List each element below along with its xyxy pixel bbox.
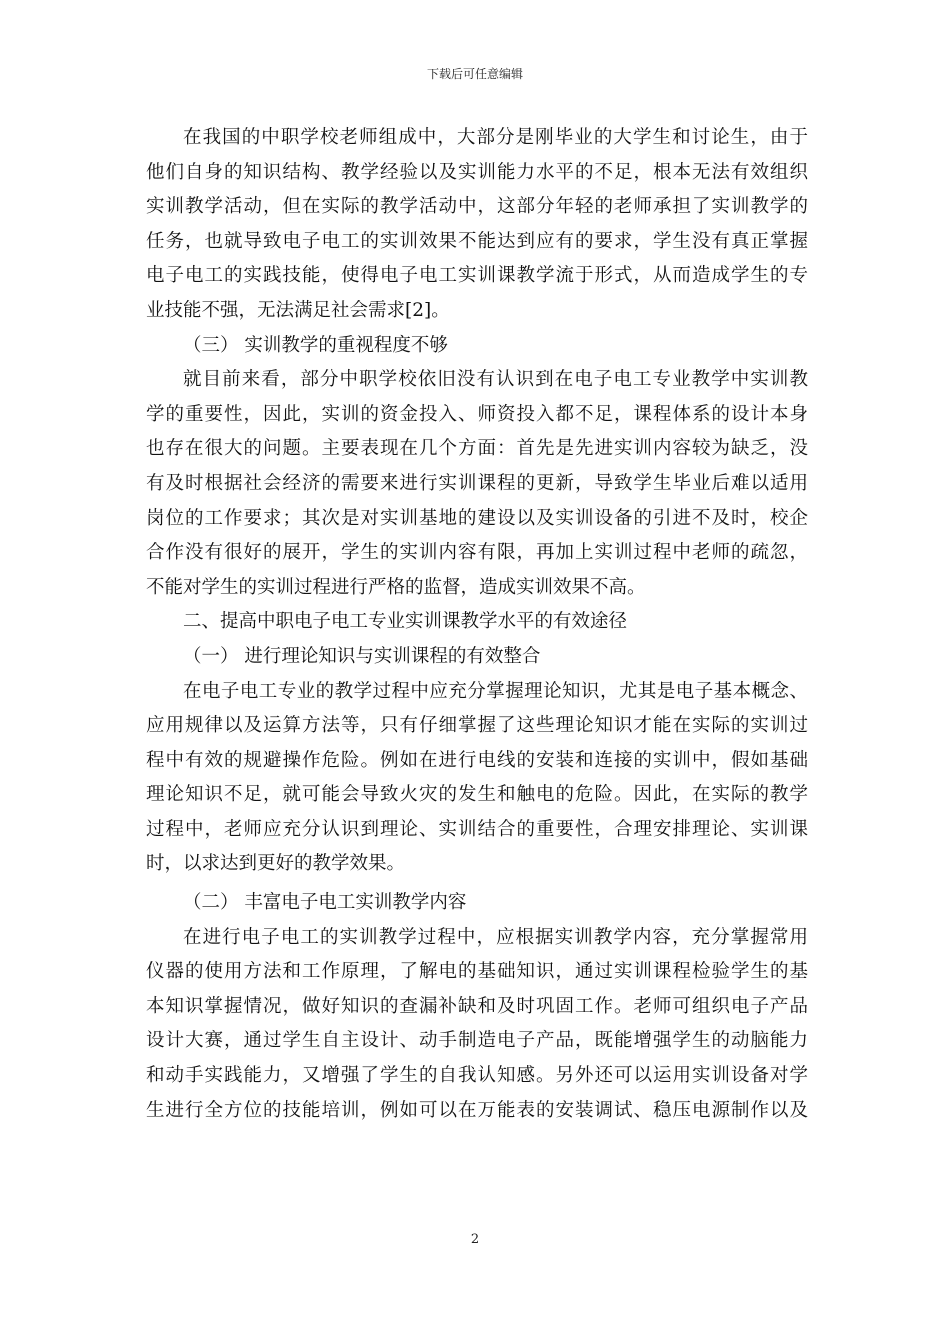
text-line: 有及时根据社会经济的需要来进行实训课程的更新，导致学生毕业后难以适用 — [146, 472, 808, 494]
text-line: 业技能不强，无法满足社会需求[2]。 — [146, 299, 450, 321]
text-line: 在进行电子电工的实训教学过程中，应根据实训教学内容，充分掌握常用 — [183, 926, 808, 948]
text-line: 和动手实践能力，又增强了学生的自我认知感。另外还可以运用实训设备对学 — [146, 1065, 808, 1087]
subheading-san: （三） 实训教学的重视程度不够 — [183, 334, 448, 356]
text-line: 不能对学生的实训过程进行严格的监督，造成实训效果不高。 — [146, 576, 646, 598]
paragraph-theory-integration — [146, 675, 808, 883]
text-line: 仪器的使用方法和工作原理，了解电的基础知识，通过实训课程检验学生的基 — [146, 961, 808, 983]
page-header: 下载后可任意编辑 — [426, 67, 523, 81]
document-body — [146, 121, 808, 1128]
section-heading-two: 二、提高中职电子电工专业实训课教学水平的有效途径 — [183, 611, 628, 633]
text-line: 时，以求达到更好的教学效果。 — [146, 853, 406, 875]
page-number: 2 — [470, 1232, 480, 1247]
paragraph-teacher-composition — [146, 121, 808, 329]
text-line: 在电子电工专业的教学过程中应充分掌握理论知识，尤其是电子基本概念、 — [183, 680, 808, 702]
subheading-er: （二） 丰富电子电工实训教学内容 — [183, 892, 467, 914]
text-line: 电子电工的实践技能，使得电子电工实训课教学流于形式，从而造成学生的专 — [146, 265, 808, 287]
text-line: 实训教学活动，但在实际的教学活动中，这部分年轻的老师承担了实训教学的 — [146, 196, 808, 218]
text-line: 程中有效的规避操作危险。例如在进行电线的安装和连接的实训中，假如基础 — [146, 749, 808, 771]
text-line: 生进行全方位的技能培训，例如可以在万能表的安装调试、稳压电源制作以及 — [146, 1099, 808, 1121]
text-line: 岗位的工作要求；其次是对实训基地的建设以及实训设备的引进不及时，校企 — [146, 507, 808, 529]
text-line: 应用规律以及运算方法等，只有仔细掌握了这些理论知识才能在实际的实训过 — [146, 715, 808, 737]
text-line: 本知识掌握情况，做好知识的查漏补缺和及时巩固工作。老师可组织电子产品 — [146, 995, 808, 1017]
text-line: 学的重要性，因此，实训的资金投入、师资投入都不足，课程体系的设计本身 — [146, 403, 808, 425]
subheading-yi: （一） 进行理论知识与实训课程的有效整合 — [183, 645, 541, 667]
text-line: 合作没有很好的展开，学生的实训内容有限，再加上实训过程中老师的疏忽， — [146, 542, 808, 564]
text-line: 就目前来看，部分中职学校依旧没有认识到在电子电工专业教学中实训教 — [183, 369, 808, 391]
text-line: 也存在很大的问题。主要表现在几个方面：首先是先进实训内容较为缺乏，没 — [146, 438, 808, 460]
text-line: 任务，也就导致电子电工的实训效果不能达到应有的要求，学生没有真正掌握 — [146, 230, 808, 252]
text-line: 在我国的中职学校老师组成中，大部分是刚毕业的大学生和讨论生，由于 — [183, 127, 808, 148]
text-line: 过程中，老师应充分认识到理论、实训结合的重要性，合理安排理论、实训课 — [146, 818, 808, 840]
text-line: 理论知识不足，就可能会导致火灾的发生和触电的危险。因此，在实际的教学 — [146, 784, 808, 806]
text-line: 设计大赛，通过学生自主设计、动手制造电子产品，既能增强学生的动脑能力 — [146, 1030, 808, 1052]
text-line: 他们自身的知识结构、教学经验以及实训能力水平的不足，根本无法有效组织 — [146, 161, 808, 183]
paragraph-enrich-content — [146, 921, 808, 1129]
paragraph-insufficient-attention — [146, 363, 808, 605]
